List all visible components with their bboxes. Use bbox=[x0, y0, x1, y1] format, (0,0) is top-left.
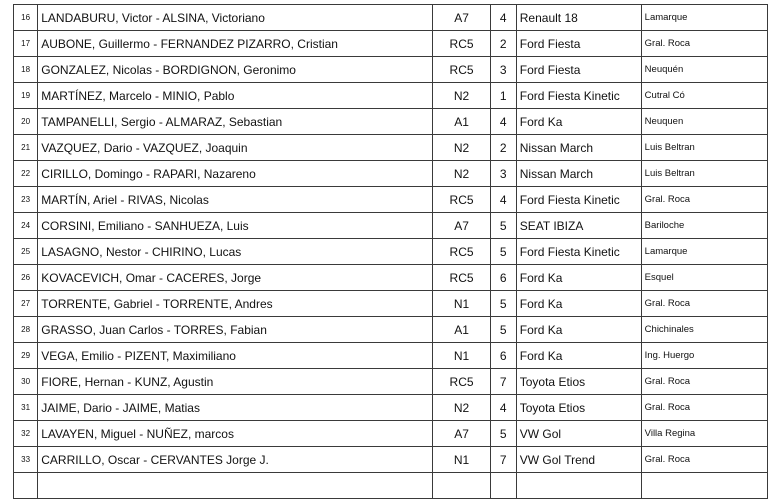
entry-number-empty bbox=[14, 473, 38, 499]
car-model: Ford Fiesta bbox=[516, 57, 641, 83]
car-class: A1 bbox=[433, 317, 490, 343]
entry-number: 18 bbox=[14, 57, 38, 83]
car-model: Toyota Etios bbox=[516, 369, 641, 395]
car-class: RC5 bbox=[433, 369, 490, 395]
car-model: VW Gol bbox=[516, 421, 641, 447]
entry-number: 28 bbox=[14, 317, 38, 343]
car-model-empty bbox=[516, 473, 641, 499]
entry-number: 32 bbox=[14, 421, 38, 447]
group-number: 5 bbox=[490, 317, 516, 343]
home-city: Lamarque bbox=[641, 239, 767, 265]
home-city: Bariloche bbox=[641, 213, 767, 239]
crew-names: CIRILLO, Domingo - RAPARI, Nazareno bbox=[38, 161, 433, 187]
entry-number: 19 bbox=[14, 83, 38, 109]
crew-names-empty bbox=[38, 473, 433, 499]
table-row bbox=[14, 265, 768, 291]
table-row bbox=[14, 187, 768, 213]
table-row bbox=[14, 161, 768, 187]
car-model: Nissan March bbox=[516, 135, 641, 161]
home-city: Gral. Roca bbox=[641, 291, 767, 317]
table-row bbox=[14, 343, 768, 369]
table-row bbox=[14, 31, 768, 57]
crew-names: VEGA, Emilio - PIZENT, Maximiliano bbox=[38, 343, 433, 369]
entry-number: 16 bbox=[14, 5, 38, 31]
group-number: 4 bbox=[490, 187, 516, 213]
home-city: Lamarque bbox=[641, 5, 767, 31]
car-model: Ford Ka bbox=[516, 109, 641, 135]
car-class: RC5 bbox=[433, 31, 490, 57]
table-row bbox=[14, 57, 768, 83]
car-class: N2 bbox=[433, 135, 490, 161]
entry-number: 29 bbox=[14, 343, 38, 369]
home-city-empty bbox=[641, 473, 767, 499]
group-number: 4 bbox=[490, 109, 516, 135]
group-number: 4 bbox=[490, 5, 516, 31]
group-number: 2 bbox=[490, 135, 516, 161]
entry-number: 24 bbox=[14, 213, 38, 239]
table-row-cut-off bbox=[14, 473, 768, 499]
table-row bbox=[14, 317, 768, 343]
table-row bbox=[14, 239, 768, 265]
group-number: 7 bbox=[490, 447, 516, 473]
home-city: Luis Beltran bbox=[641, 161, 767, 187]
table-row bbox=[14, 291, 768, 317]
car-model: Ford Ka bbox=[516, 291, 641, 317]
table-row bbox=[14, 421, 768, 447]
crew-names: GONZALEZ, Nicolas - BORDIGNON, Geronimo bbox=[38, 57, 433, 83]
group-number: 6 bbox=[490, 265, 516, 291]
car-class: A7 bbox=[433, 421, 490, 447]
table-row bbox=[14, 83, 768, 109]
car-class-empty bbox=[433, 473, 490, 499]
crew-names: CORSINI, Emiliano - SANHUEZA, Luis bbox=[38, 213, 433, 239]
car-model: Ford Fiesta bbox=[516, 31, 641, 57]
car-model: VW Gol Trend bbox=[516, 447, 641, 473]
group-number: 5 bbox=[490, 213, 516, 239]
table-row bbox=[14, 369, 768, 395]
group-number-empty bbox=[490, 473, 516, 499]
car-model: Nissan March bbox=[516, 161, 641, 187]
group-number: 3 bbox=[490, 161, 516, 187]
table-row bbox=[14, 395, 768, 421]
car-class: RC5 bbox=[433, 265, 490, 291]
group-number: 3 bbox=[490, 57, 516, 83]
car-class: N2 bbox=[433, 395, 490, 421]
entry-number: 30 bbox=[14, 369, 38, 395]
entry-number: 23 bbox=[14, 187, 38, 213]
crew-names: AUBONE, Guillermo - FERNANDEZ PIZARRO, Cristian bbox=[38, 31, 433, 57]
group-number: 2 bbox=[490, 31, 516, 57]
car-class: RC5 bbox=[433, 187, 490, 213]
home-city: Villa Regina bbox=[641, 421, 767, 447]
home-city: Cutral Có bbox=[641, 83, 767, 109]
crew-names: LAVAYEN, Miguel - NUÑEZ, marcos bbox=[38, 421, 433, 447]
crew-names: LANDABURU, Victor - ALSINA, Victoriano bbox=[38, 5, 433, 31]
home-city: Neuquén bbox=[641, 57, 767, 83]
car-class: N2 bbox=[433, 161, 490, 187]
group-number: 4 bbox=[490, 395, 516, 421]
crew-names: FIORE, Hernan - KUNZ, Agustin bbox=[38, 369, 433, 395]
entry-number: 33 bbox=[14, 447, 38, 473]
home-city: Ing. Huergo bbox=[641, 343, 767, 369]
group-number: 7 bbox=[490, 369, 516, 395]
car-model: Ford Fiesta Kinetic bbox=[516, 239, 641, 265]
table-row bbox=[14, 213, 768, 239]
table-row bbox=[14, 5, 768, 31]
home-city: Gral. Roca bbox=[641, 31, 767, 57]
crew-names: VAZQUEZ, Dario - VAZQUEZ, Joaquin bbox=[38, 135, 433, 161]
home-city: Gral. Roca bbox=[641, 369, 767, 395]
car-model: SEAT IBIZA bbox=[516, 213, 641, 239]
crew-names: TAMPANELLI, Sergio - ALMARAZ, Sebastian bbox=[38, 109, 433, 135]
car-class: N1 bbox=[433, 343, 490, 369]
group-number: 5 bbox=[490, 291, 516, 317]
home-city: Gral. Roca bbox=[641, 447, 767, 473]
crew-names: LASAGNO, Nestor - CHIRINO, Lucas bbox=[38, 239, 433, 265]
car-class: RC5 bbox=[433, 239, 490, 265]
entry-number: 26 bbox=[14, 265, 38, 291]
group-number: 1 bbox=[490, 83, 516, 109]
crew-names: CARRILLO, Oscar - CERVANTES Jorge J. bbox=[38, 447, 433, 473]
car-class: RC5 bbox=[433, 57, 490, 83]
entry-list-table bbox=[13, 4, 768, 499]
car-class: N2 bbox=[433, 83, 490, 109]
car-model: Renault 18 bbox=[516, 5, 641, 31]
entry-number: 21 bbox=[14, 135, 38, 161]
group-number: 6 bbox=[490, 343, 516, 369]
home-city: Luis Beltran bbox=[641, 135, 767, 161]
crew-names: GRASSO, Juan Carlos - TORRES, Fabian bbox=[38, 317, 433, 343]
car-model: Ford Ka bbox=[516, 265, 641, 291]
home-city: Esquel bbox=[641, 265, 767, 291]
home-city: Gral. Roca bbox=[641, 395, 767, 421]
entry-number: 17 bbox=[14, 31, 38, 57]
crew-names: MARTÍN, Ariel - RIVAS, Nicolas bbox=[38, 187, 433, 213]
home-city: Chichinales bbox=[641, 317, 767, 343]
car-class: A7 bbox=[433, 5, 490, 31]
car-model: Toyota Etios bbox=[516, 395, 641, 421]
entry-number: 31 bbox=[14, 395, 38, 421]
entry-list-body bbox=[14, 5, 768, 499]
table-row bbox=[14, 447, 768, 473]
car-model: Ford Fiesta Kinetic bbox=[516, 83, 641, 109]
car-class: A7 bbox=[433, 213, 490, 239]
car-class: A1 bbox=[433, 109, 490, 135]
entry-number: 25 bbox=[14, 239, 38, 265]
crew-names: KOVACEVICH, Omar - CACERES, Jorge bbox=[38, 265, 433, 291]
car-model: Ford Fiesta Kinetic bbox=[516, 187, 641, 213]
entry-number: 22 bbox=[14, 161, 38, 187]
group-number: 5 bbox=[490, 421, 516, 447]
table-row bbox=[14, 135, 768, 161]
car-model: Ford Ka bbox=[516, 343, 641, 369]
home-city: Neuquen bbox=[641, 109, 767, 135]
entry-number: 27 bbox=[14, 291, 38, 317]
car-model: Ford Ka bbox=[516, 317, 641, 343]
crew-names: JAIME, Dario - JAIME, Matias bbox=[38, 395, 433, 421]
group-number: 5 bbox=[490, 239, 516, 265]
car-class: N1 bbox=[433, 447, 490, 473]
crew-names: TORRENTE, Gabriel - TORRENTE, Andres bbox=[38, 291, 433, 317]
home-city: Gral. Roca bbox=[641, 187, 767, 213]
entry-number: 20 bbox=[14, 109, 38, 135]
car-class: N1 bbox=[433, 291, 490, 317]
table-row bbox=[14, 109, 768, 135]
crew-names: MARTÍNEZ, Marcelo - MINIO, Pablo bbox=[38, 83, 433, 109]
